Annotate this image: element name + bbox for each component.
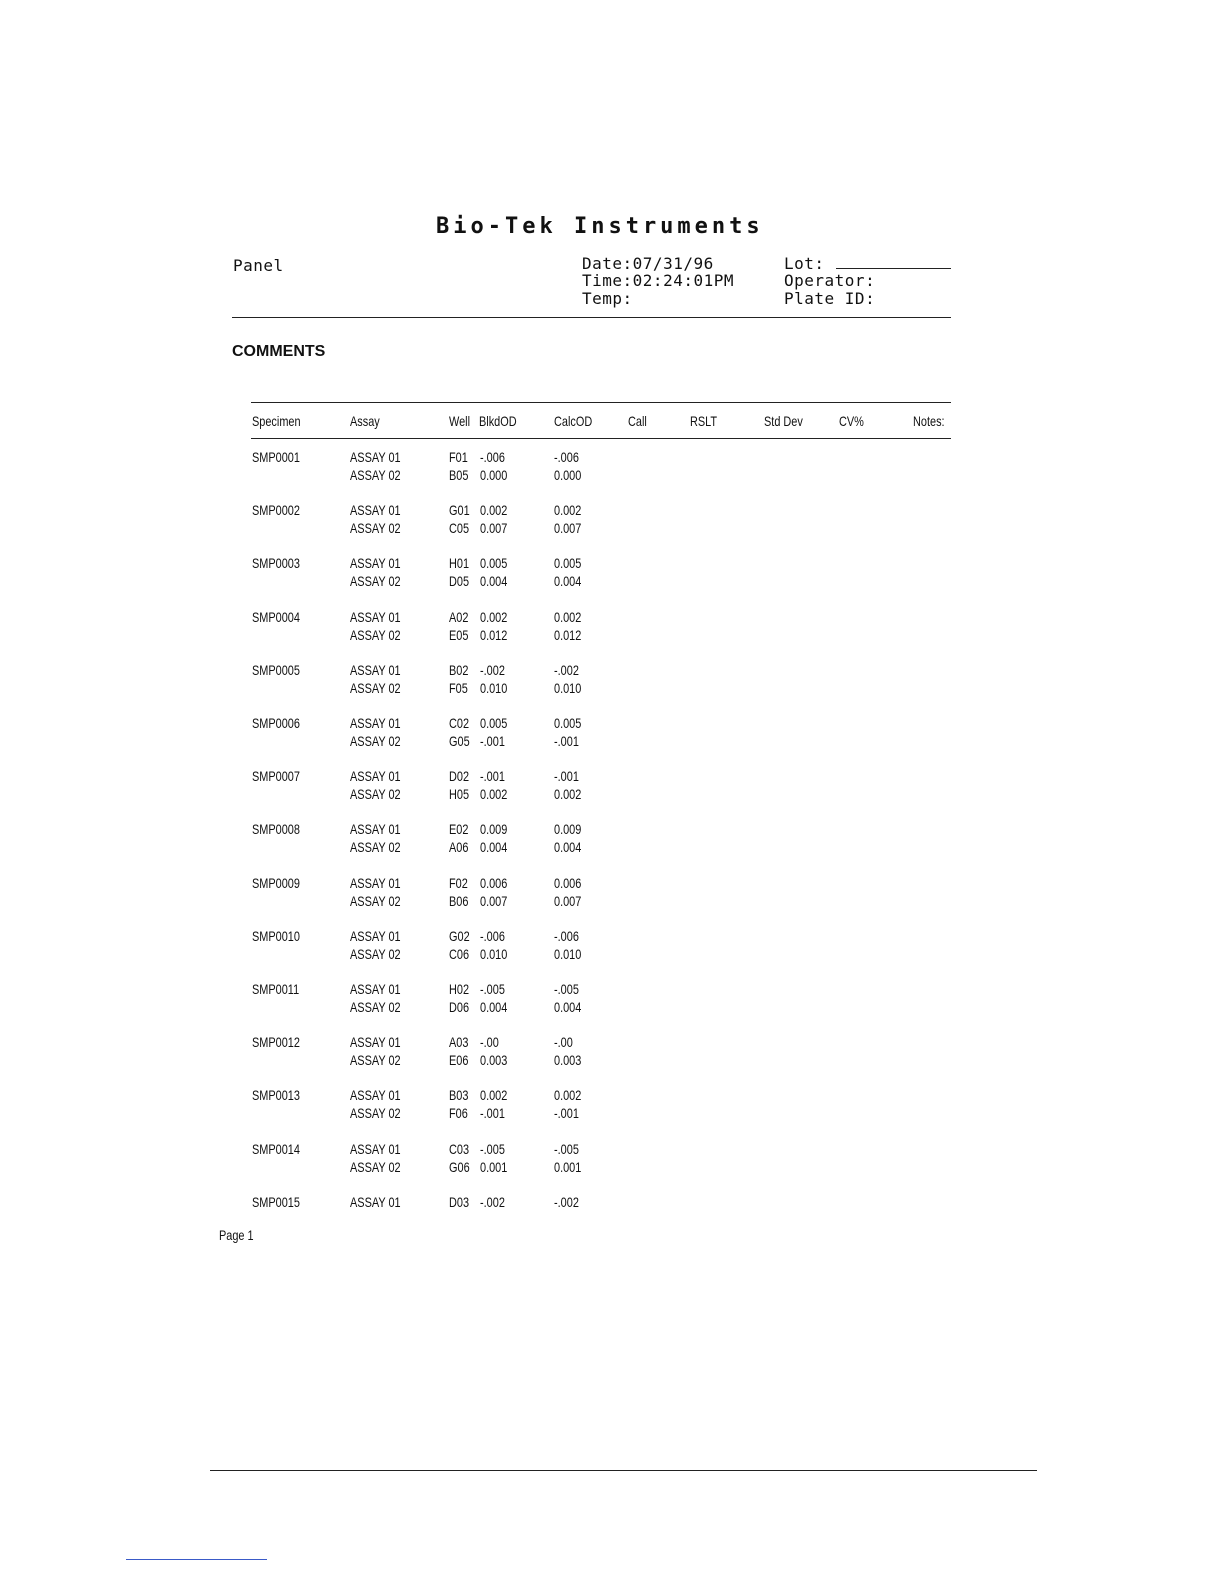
cell-well: G05 bbox=[449, 733, 470, 749]
cell-blkdod: -.00 bbox=[480, 1034, 499, 1051]
cell-blkdod: 0.002 bbox=[480, 608, 508, 625]
cell-calcod: -.001 bbox=[554, 1105, 579, 1122]
cell-blkdod: 0.004 bbox=[480, 839, 508, 856]
specimen-id: SMP0010 bbox=[252, 927, 300, 944]
cell-well: A02 bbox=[449, 608, 469, 625]
cell-well: A03 bbox=[449, 1034, 469, 1051]
cell-calcod: 0.002 bbox=[554, 1087, 582, 1104]
cell-calcod: -.006 bbox=[554, 927, 579, 944]
specimen-id: SMP0007 bbox=[252, 768, 300, 785]
cell-calcod: 0.009 bbox=[554, 821, 582, 838]
cell-calcod: 0.006 bbox=[554, 874, 582, 891]
operator-field: Operator: bbox=[784, 271, 876, 290]
time-field: Time:02:24:01PM bbox=[582, 271, 734, 290]
cell-well: F05 bbox=[449, 679, 468, 696]
lot-blank-line bbox=[836, 268, 951, 269]
cell-well: F06 bbox=[449, 1105, 468, 1122]
specimen-id: SMP0014 bbox=[252, 1140, 300, 1157]
cell-well: B05 bbox=[449, 467, 469, 483]
cell-assay: ASSAY 01 bbox=[350, 555, 401, 572]
cell-blkdod: -.001 bbox=[480, 1105, 505, 1122]
cell-well: H01 bbox=[449, 555, 470, 572]
cell-blkdod: 0.004 bbox=[480, 999, 508, 1015]
cell-blkdod: 0.007 bbox=[480, 892, 508, 909]
page-number: Page 1 bbox=[219, 1227, 254, 1243]
cell-blkdod: 0.005 bbox=[480, 555, 508, 572]
specimen-id: SMP0008 bbox=[252, 821, 300, 838]
cell-well: D02 bbox=[449, 768, 470, 785]
cell-blkdod: 0.001 bbox=[480, 1158, 508, 1175]
cell-well: A06 bbox=[449, 839, 469, 856]
cell-calcod: 0.003 bbox=[554, 1052, 582, 1069]
specimen-id: SMP0015 bbox=[252, 1193, 300, 1210]
cell-well: C06 bbox=[449, 945, 470, 962]
cell-calcod: -.006 bbox=[554, 449, 579, 465]
cell-calcod: 0.004 bbox=[554, 573, 582, 590]
cell-assay: ASSAY 02 bbox=[350, 999, 401, 1015]
cell-well: G02 bbox=[449, 927, 470, 944]
cell-assay: ASSAY 02 bbox=[350, 733, 401, 749]
cell-blkdod: 0.012 bbox=[480, 626, 508, 643]
cell-well: D03 bbox=[449, 1193, 470, 1210]
footer-rule bbox=[210, 1470, 1037, 1471]
cell-well: C05 bbox=[449, 520, 470, 537]
specimen-id: SMP0006 bbox=[252, 715, 300, 731]
cell-calcod: -.00 bbox=[554, 1034, 573, 1051]
comments-label: COMMENTS bbox=[232, 343, 326, 360]
cell-assay: ASSAY 01 bbox=[350, 449, 401, 465]
cell-assay: ASSAY 01 bbox=[350, 608, 401, 625]
cell-blkdod: 0.002 bbox=[480, 786, 508, 803]
cell-assay: ASSAY 02 bbox=[350, 1158, 401, 1175]
cell-blkdod: 0.002 bbox=[480, 502, 508, 519]
cell-assay: ASSAY 01 bbox=[350, 1087, 401, 1104]
cell-calcod: 0.007 bbox=[554, 520, 582, 537]
cell-well: H05 bbox=[449, 786, 470, 803]
cell-assay: ASSAY 02 bbox=[350, 626, 401, 643]
cell-well: F02 bbox=[449, 874, 468, 891]
cell-blkdod: 0.000 bbox=[480, 467, 508, 483]
col-header-blkdod: BlkdOD bbox=[479, 413, 517, 429]
specimen-id: SMP0003 bbox=[252, 555, 300, 572]
cell-well: H02 bbox=[449, 981, 470, 997]
header-rule bbox=[232, 317, 951, 318]
cell-well: B06 bbox=[449, 892, 469, 909]
cell-well: B03 bbox=[449, 1087, 469, 1104]
cell-blkdod: -.006 bbox=[480, 449, 505, 465]
cell-blkdod: -.002 bbox=[480, 1193, 505, 1210]
cell-well: B02 bbox=[449, 661, 469, 678]
col-header-std-dev: Std Dev bbox=[764, 413, 803, 429]
report-title: Bio-Tek Instruments bbox=[436, 214, 764, 239]
col-header-notes: Notes: bbox=[913, 413, 945, 429]
cell-assay: ASSAY 01 bbox=[350, 874, 401, 891]
cell-assay: ASSAY 01 bbox=[350, 1193, 401, 1210]
cell-well: F01 bbox=[449, 449, 468, 465]
cell-blkdod: -.001 bbox=[480, 733, 505, 749]
cell-calcod: 0.002 bbox=[554, 786, 582, 803]
col-header-well: Well bbox=[449, 413, 471, 429]
specimen-id: SMP0002 bbox=[252, 502, 300, 519]
table-header-rule bbox=[251, 438, 951, 439]
date-field: Date:07/31/96 bbox=[582, 254, 714, 273]
cell-assay: ASSAY 02 bbox=[350, 467, 401, 483]
cell-calcod: -.001 bbox=[554, 733, 579, 749]
footer-link-underline bbox=[126, 1559, 267, 1560]
cell-well: D06 bbox=[449, 999, 470, 1015]
cell-calcod: 0.002 bbox=[554, 608, 582, 625]
cell-assay: ASSAY 01 bbox=[350, 715, 401, 731]
specimen-id: SMP0013 bbox=[252, 1087, 300, 1104]
cell-blkdod: 0.002 bbox=[480, 1087, 508, 1104]
cell-blkdod: -.006 bbox=[480, 927, 505, 944]
cell-assay: ASSAY 02 bbox=[350, 1105, 401, 1122]
lot-field: Lot: bbox=[784, 254, 825, 273]
cell-blkdod: -.001 bbox=[480, 768, 505, 785]
cell-assay: ASSAY 01 bbox=[350, 981, 401, 997]
cell-assay: ASSAY 01 bbox=[350, 1140, 401, 1157]
cell-assay: ASSAY 01 bbox=[350, 1034, 401, 1051]
specimen-id: SMP0012 bbox=[252, 1034, 300, 1051]
cell-calcod: 0.000 bbox=[554, 467, 582, 483]
cell-blkdod: 0.005 bbox=[480, 715, 508, 731]
cell-calcod: 0.005 bbox=[554, 555, 582, 572]
cell-blkdod: 0.007 bbox=[480, 520, 508, 537]
cell-blkdod: -.005 bbox=[480, 981, 505, 997]
cell-well: D05 bbox=[449, 573, 470, 590]
col-header-cv: CV% bbox=[839, 413, 864, 429]
cell-well: E06 bbox=[449, 1052, 469, 1069]
col-header-specimen: Specimen bbox=[252, 413, 301, 429]
specimen-id: SMP0004 bbox=[252, 608, 300, 625]
cell-blkdod: -.005 bbox=[480, 1140, 505, 1157]
cell-blkdod: 0.010 bbox=[480, 679, 508, 696]
cell-calcod: 0.012 bbox=[554, 626, 582, 643]
cell-blkdod: 0.004 bbox=[480, 573, 508, 590]
cell-calcod: 0.007 bbox=[554, 892, 582, 909]
cell-assay: ASSAY 02 bbox=[350, 573, 401, 590]
cell-assay: ASSAY 02 bbox=[350, 892, 401, 909]
cell-calcod: 0.001 bbox=[554, 1158, 582, 1175]
cell-calcod: 0.004 bbox=[554, 839, 582, 856]
plate-id-field: Plate ID: bbox=[784, 289, 876, 308]
cell-assay: ASSAY 01 bbox=[350, 927, 401, 944]
col-header-rslt: RSLT bbox=[690, 413, 718, 429]
cell-calcod: -.002 bbox=[554, 1193, 579, 1210]
col-header-calcod: CalcOD bbox=[554, 413, 593, 429]
panel-label: Panel bbox=[233, 256, 284, 275]
cell-assay: ASSAY 02 bbox=[350, 839, 401, 856]
cell-calcod: 0.004 bbox=[554, 999, 582, 1015]
col-header-assay: Assay bbox=[350, 413, 380, 429]
cell-well: E05 bbox=[449, 626, 469, 643]
specimen-id: SMP0001 bbox=[252, 449, 300, 465]
cell-calcod: -.001 bbox=[554, 768, 579, 785]
cell-calcod: -.002 bbox=[554, 661, 579, 678]
temp-field: Temp: bbox=[582, 289, 633, 308]
cell-well: C02 bbox=[449, 715, 470, 731]
cell-assay: ASSAY 01 bbox=[350, 502, 401, 519]
cell-calcod: 0.010 bbox=[554, 945, 582, 962]
cell-well: G06 bbox=[449, 1158, 470, 1175]
specimen-id: SMP0005 bbox=[252, 661, 300, 678]
cell-assay: ASSAY 02 bbox=[350, 786, 401, 803]
cell-well: C03 bbox=[449, 1140, 470, 1157]
cell-calcod: 0.010 bbox=[554, 679, 582, 696]
cell-calcod: 0.005 bbox=[554, 715, 582, 731]
cell-calcod: -.005 bbox=[554, 981, 579, 997]
cell-assay: ASSAY 02 bbox=[350, 945, 401, 962]
table-top-rule bbox=[251, 402, 951, 403]
cell-blkdod: 0.009 bbox=[480, 821, 508, 838]
cell-assay: ASSAY 01 bbox=[350, 768, 401, 785]
cell-well: E02 bbox=[449, 821, 469, 838]
specimen-id: SMP0011 bbox=[252, 981, 300, 997]
cell-blkdod: 0.010 bbox=[480, 945, 508, 962]
cell-assay: ASSAY 01 bbox=[350, 661, 401, 678]
col-header-call: Call bbox=[628, 413, 647, 429]
cell-assay: ASSAY 02 bbox=[350, 1052, 401, 1069]
specimen-id: SMP0009 bbox=[252, 874, 300, 891]
cell-calcod: -.005 bbox=[554, 1140, 579, 1157]
cell-assay: ASSAY 01 bbox=[350, 821, 401, 838]
cell-blkdod: 0.006 bbox=[480, 874, 508, 891]
cell-assay: ASSAY 02 bbox=[350, 520, 401, 537]
cell-blkdod: 0.003 bbox=[480, 1052, 508, 1069]
cell-calcod: 0.002 bbox=[554, 502, 582, 519]
cell-blkdod: -.002 bbox=[480, 661, 505, 678]
cell-assay: ASSAY 02 bbox=[350, 679, 401, 696]
cell-well: G01 bbox=[449, 502, 470, 519]
